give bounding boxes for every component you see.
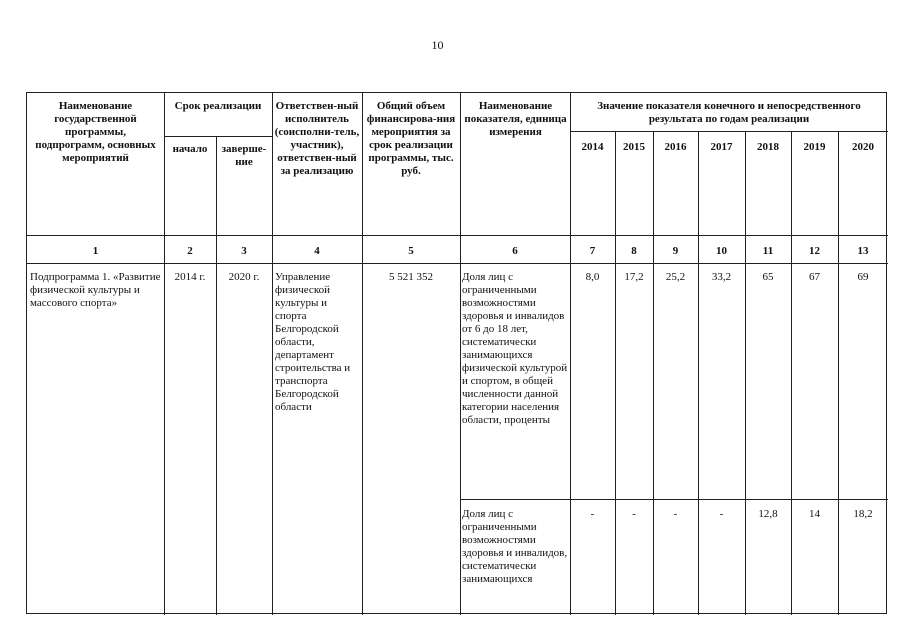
col-divider (653, 131, 654, 615)
column-number: 13 (857, 245, 869, 257)
col-divider (745, 131, 746, 615)
col-divider (838, 131, 839, 615)
indicator-value: 8,0 (585, 271, 600, 283)
executor: Управление физической культуры и спорта Белгородской области, департамент строительства и транспорта Белгородской области (275, 271, 351, 413)
header-funding: Общий объем финансирова-ния мероприятия за срок реализации программы, тыс. руб. (366, 100, 456, 177)
column-number: 7 (589, 245, 596, 257)
indicator-value: 12,8 (758, 508, 778, 520)
header-year: 2019 (803, 141, 826, 153)
header-values-group: Значение показателя конечного и непосредственного результата по годам реализации (597, 100, 861, 125)
indicator-value: 14 (809, 508, 820, 520)
col-divider (164, 93, 165, 615)
row-divider (164, 136, 272, 137)
row-divider (570, 131, 888, 132)
indicator-value: - (632, 508, 636, 520)
header-program-name: Наименование государственной программы, подпрограмм, основных мероприятий (35, 100, 156, 164)
page-number: 10 (431, 38, 444, 52)
col-divider (615, 131, 616, 615)
col-divider (460, 93, 461, 615)
indicator-value: - (673, 508, 678, 520)
program-table (26, 92, 887, 614)
column-number: 1 (92, 245, 99, 257)
col-divider (791, 131, 792, 615)
indicator-value: 25,2 (665, 271, 686, 283)
column-number: 3 (241, 245, 247, 257)
indicator-value: - (719, 508, 724, 520)
header-executor: Ответствен-ный исполнитель (соисполни-тель, участник), ответствен-ный за реализацию (274, 100, 360, 177)
subprogram-name: Подпрограмма 1. «Развитие физической культуры и массового спорта» (30, 271, 161, 309)
header-end: заверше-ние (221, 143, 267, 168)
row-divider (27, 263, 888, 264)
column-number: 2 (187, 245, 193, 257)
indicator-value: 69 (857, 271, 869, 283)
row-divider (460, 499, 888, 500)
col-divider (272, 93, 273, 615)
indicator-value: 65 (762, 271, 774, 283)
col-divider (698, 131, 699, 615)
col-divider (216, 136, 217, 615)
column-number: 11 (762, 245, 774, 257)
column-number: 9 (672, 245, 679, 257)
column-number: 8 (631, 245, 637, 257)
indicator-value: 33,2 (711, 271, 732, 283)
header-year: 2020 (852, 141, 874, 153)
header-period: Срок реализации (174, 100, 262, 112)
indicator-value: 18,2 (853, 508, 873, 520)
indicator-value: 67 (809, 271, 820, 283)
header-year: 2016 (664, 141, 687, 153)
indicator-value: 17,2 (624, 271, 644, 283)
funding-amount: 5 521 352 (389, 271, 433, 283)
header-start: начало (172, 143, 208, 155)
column-number: 5 (408, 245, 414, 257)
column-number: 6 (512, 245, 518, 257)
indicator-name: Доля лиц с ограниченными возможностями здоровья и инвалидов от 6 до 18 лет, систематически занимающихся физической культурой и спортом, в общей численности данной категории населения области, проценты (462, 271, 568, 426)
indicator-name: Доля лиц с ограниченными возможностями здоровья и инвалидов, систематически занимающихся (462, 508, 568, 585)
start-year: 2014 г. (174, 271, 206, 283)
column-number: 4 (314, 245, 320, 257)
header-year: 2014 (581, 141, 604, 153)
column-number: 12 (809, 245, 820, 257)
indicator-value: - (590, 508, 595, 520)
header-year: 2015 (623, 141, 645, 153)
end-year: 2020 г. (228, 271, 260, 283)
col-divider (570, 93, 571, 615)
header-year: 2018 (757, 141, 779, 153)
header-year: 2017 (710, 141, 733, 153)
column-number: 10 (716, 245, 727, 257)
header-indicator: Наименование показателя, единица измерения (464, 100, 567, 138)
row-divider (27, 235, 888, 236)
